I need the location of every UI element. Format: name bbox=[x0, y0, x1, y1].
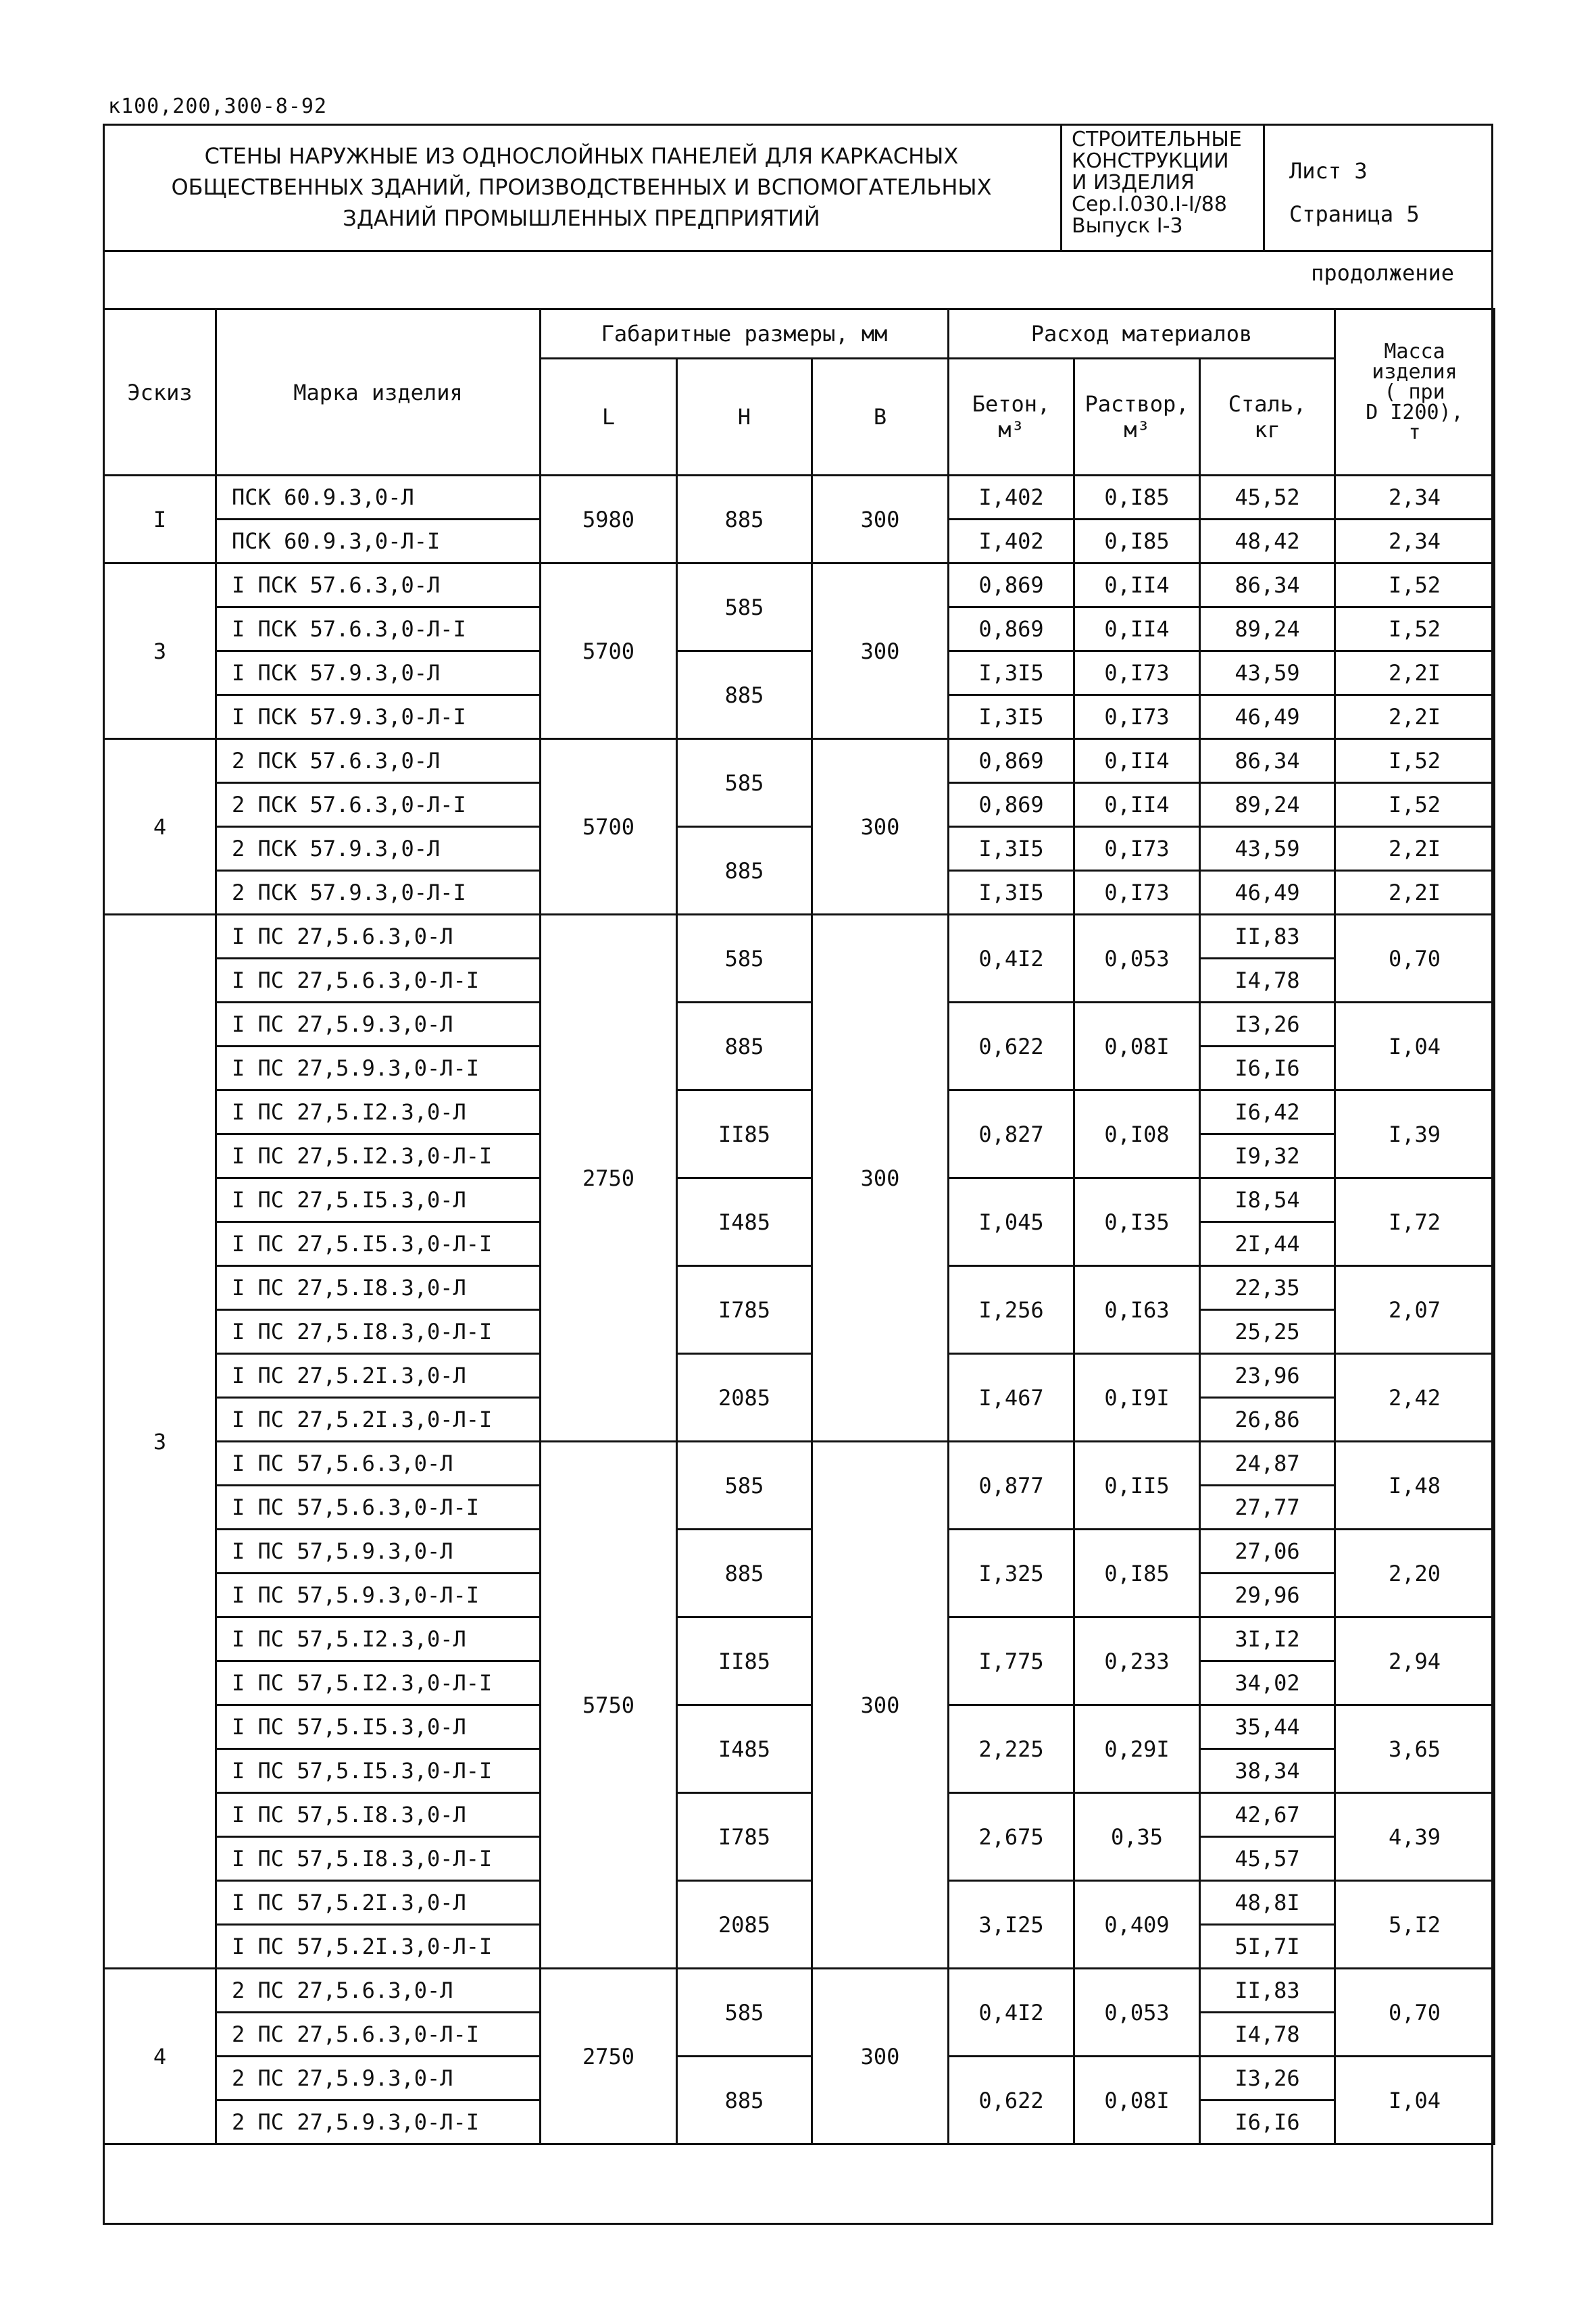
series-line: И ИЗДЕЛИЯ bbox=[1072, 171, 1195, 195]
L-cell: 2750 bbox=[541, 915, 677, 1442]
steel-cell: 42,67 bbox=[1200, 1793, 1335, 1837]
mark-cell: I ПСК 57.6.3,0-Л-I bbox=[216, 607, 541, 651]
mark-cell: I ПС 27,5.9.3,0-Л-I bbox=[216, 1047, 541, 1090]
col-concrete-header bbox=[949, 359, 1074, 476]
steel-cell: I4,78 bbox=[1200, 2013, 1335, 2057]
table-row bbox=[104, 1266, 1495, 1310]
mortar-cell: 0,II4 bbox=[1074, 739, 1200, 783]
col-mass-header bbox=[1335, 309, 1495, 476]
mortar-cell: 0,II4 bbox=[1074, 783, 1200, 827]
mark-cell: 2 ПС 27,5.6.3,0-Л-I bbox=[216, 2013, 541, 2057]
mass-cell: I,52 bbox=[1335, 607, 1495, 651]
table-row bbox=[104, 1617, 1495, 1661]
B-cell: 300 bbox=[812, 563, 949, 739]
series-line: КОНСТРУКЦИИ bbox=[1072, 149, 1229, 173]
continuation-label: продолжение bbox=[1311, 260, 1454, 286]
mark-cell: I ПС 57,5.I5.3,0-Л bbox=[216, 1705, 541, 1749]
mass-cell: 2,2I bbox=[1335, 695, 1495, 739]
concrete-unit: м³ bbox=[998, 417, 1024, 443]
L-cell: 5750 bbox=[541, 1442, 677, 1969]
series-line: СТРОИТЕЛЬНЫЕ bbox=[1072, 128, 1242, 151]
mark-cell: I ПС 27,5.2I.3,0-Л-I bbox=[216, 1398, 541, 1442]
table-row bbox=[104, 1003, 1495, 1047]
B-cell: 300 bbox=[812, 739, 949, 915]
series-info bbox=[1062, 124, 1265, 250]
H-cell: 885 bbox=[677, 1530, 812, 1617]
B-cell: 300 bbox=[812, 1442, 949, 1969]
H-cell: 885 bbox=[677, 1003, 812, 1090]
col-B-header: B bbox=[812, 359, 949, 476]
mark-cell: I ПС 27,5.I5.3,0-Л-I bbox=[216, 1222, 541, 1266]
H-cell: I785 bbox=[677, 1266, 812, 1354]
mark-cell: ПСК 60.9.3,0-Л bbox=[216, 476, 541, 520]
concrete-cell: 0,869 bbox=[949, 783, 1074, 827]
mass-cell: I,52 bbox=[1335, 783, 1495, 827]
table-row bbox=[104, 2057, 1495, 2101]
mark-cell: 2 ПСК 57.6.3,0-Л-I bbox=[216, 783, 541, 827]
mass-cell: I,04 bbox=[1335, 1003, 1495, 1090]
mark-cell: I ПС 27,5.6.3,0-Л-I bbox=[216, 959, 541, 1003]
table-row bbox=[104, 1178, 1495, 1222]
mark-cell: I ПС 27,5.I8.3,0-Л-I bbox=[216, 1310, 541, 1354]
table-row bbox=[104, 1793, 1495, 1837]
steel-cell: 26,86 bbox=[1200, 1398, 1335, 1442]
mass-header-line: ( при bbox=[1384, 380, 1445, 404]
steel-cell: 43,59 bbox=[1200, 651, 1335, 695]
title-line: ЗДАНИЙ ПРОМЫШЛЕННЫХ ПРЕДПРИЯТИЙ bbox=[343, 205, 820, 231]
mortar-cell: 0,08I bbox=[1074, 1003, 1200, 1090]
mark-cell: I ПС 57,5.2I.3,0-Л-I bbox=[216, 1925, 541, 1969]
mark-cell: I ПС 27,5.I8.3,0-Л bbox=[216, 1266, 541, 1310]
concrete-cell: 0,4I2 bbox=[949, 915, 1074, 1003]
col-mark-header: Марка изделия bbox=[216, 309, 541, 476]
steel-cell: 2I,44 bbox=[1200, 1222, 1335, 1266]
mark-cell: 2 ПС 27,5.9.3,0-Л bbox=[216, 2057, 541, 2101]
mortar-cell: 0,I35 bbox=[1074, 1178, 1200, 1266]
concrete-cell: 0,4I2 bbox=[949, 1969, 1074, 2057]
steel-cell: 46,49 bbox=[1200, 871, 1335, 915]
mortar-cell: 0,I73 bbox=[1074, 651, 1200, 695]
steel-cell: I3,26 bbox=[1200, 2057, 1335, 2101]
table-row bbox=[104, 1530, 1495, 1574]
L-cell: 5700 bbox=[541, 739, 677, 915]
mass-cell: 2,42 bbox=[1335, 1354, 1495, 1442]
steel-cell: I4,78 bbox=[1200, 959, 1335, 1003]
table-row bbox=[104, 1705, 1495, 1749]
concrete-cell: 0,877 bbox=[949, 1442, 1074, 1530]
mortar-cell: 0,053 bbox=[1074, 915, 1200, 1003]
steel-cell: 23,96 bbox=[1200, 1354, 1335, 1398]
mortar-cell: 0,053 bbox=[1074, 1969, 1200, 2057]
steel-cell: 45,57 bbox=[1200, 1837, 1335, 1881]
mark-cell: ПСК 60.9.3,0-Л-I bbox=[216, 520, 541, 563]
title-block bbox=[103, 124, 1493, 252]
L-cell: 5700 bbox=[541, 563, 677, 739]
mark-cell: I ПСК 57.6.3,0-Л bbox=[216, 563, 541, 607]
mass-cell: 5,I2 bbox=[1335, 1881, 1495, 1969]
materials-table bbox=[103, 308, 1495, 2145]
H-cell: 885 bbox=[677, 2057, 812, 2144]
steel-label: Сталь, bbox=[1228, 391, 1307, 417]
steel-cell: 38,34 bbox=[1200, 1749, 1335, 1793]
H-cell: II85 bbox=[677, 1090, 812, 1178]
mark-cell: I ПС 57,5.9.3,0-Л-I bbox=[216, 1574, 541, 1617]
col-L-header: L bbox=[541, 359, 677, 476]
steel-cell: 22,35 bbox=[1200, 1266, 1335, 1310]
steel-cell: 3I,I2 bbox=[1200, 1617, 1335, 1661]
page-number: Страница 5 bbox=[1289, 201, 1420, 227]
steel-cell: 43,59 bbox=[1200, 827, 1335, 871]
concrete-cell: 0,869 bbox=[949, 607, 1074, 651]
mass-cell: 2,20 bbox=[1335, 1530, 1495, 1617]
mark-cell: 2 ПС 27,5.9.3,0-Л-I bbox=[216, 2101, 541, 2144]
mortar-cell: 0,29I bbox=[1074, 1705, 1200, 1793]
mark-cell: 2 ПСК 57.9.3,0-Л-I bbox=[216, 871, 541, 915]
mark-cell: 2 ПСК 57.6.3,0-Л bbox=[216, 739, 541, 783]
mass-cell: 2,2I bbox=[1335, 871, 1495, 915]
mass-header-line: т bbox=[1408, 420, 1421, 445]
mortar-cell: 0,I85 bbox=[1074, 520, 1200, 563]
mortar-cell: 0,I73 bbox=[1074, 871, 1200, 915]
concrete-cell: I,256 bbox=[949, 1266, 1074, 1354]
concrete-cell: I,775 bbox=[949, 1617, 1074, 1705]
title-line: ОБЩЕСТВЕННЫХ ЗДАНИЙ, ПРОИЗВОДСТВЕННЫХ И ВСПОМОГАТЕЛЬНЫХ bbox=[171, 174, 992, 200]
mortar-label: Раствор, bbox=[1084, 391, 1189, 417]
steel-cell: 27,77 bbox=[1200, 1486, 1335, 1530]
H-cell: 885 bbox=[677, 651, 812, 739]
steel-cell: I6,42 bbox=[1200, 1090, 1335, 1134]
mortar-cell: 0,35 bbox=[1074, 1793, 1200, 1881]
concrete-cell: 0,622 bbox=[949, 2057, 1074, 2144]
mark-cell: I ПС 57,5.2I.3,0-Л bbox=[216, 1881, 541, 1925]
mortar-cell: 0,08I bbox=[1074, 2057, 1200, 2144]
steel-cell: 35,44 bbox=[1200, 1705, 1335, 1749]
H-cell: I485 bbox=[677, 1705, 812, 1793]
table-row bbox=[104, 563, 1495, 607]
mark-cell: I ПС 57,5.9.3,0-Л bbox=[216, 1530, 541, 1574]
mass-cell: 2,2I bbox=[1335, 827, 1495, 871]
table-row bbox=[104, 1969, 1495, 2013]
sketch-cell: 4 bbox=[104, 739, 216, 915]
sketch-cell: 3 bbox=[104, 915, 216, 1969]
concrete-cell: 3,I25 bbox=[949, 1881, 1074, 1969]
mortar-cell: 0,233 bbox=[1074, 1617, 1200, 1705]
H-cell: 885 bbox=[677, 476, 812, 563]
table-row bbox=[104, 1090, 1495, 1134]
title-line: СТЕНЫ НАРУЖНЫЕ ИЗ ОДНОСЛОЙНЫХ ПАНЕЛЕЙ ДЛЯ КАРКАСНЫХ bbox=[204, 143, 959, 169]
mass-cell: I,39 bbox=[1335, 1090, 1495, 1178]
steel-cell: I9,32 bbox=[1200, 1134, 1335, 1178]
L-cell: 5980 bbox=[541, 476, 677, 563]
table-body bbox=[104, 476, 1495, 2144]
mass-cell: 3,65 bbox=[1335, 1705, 1495, 1793]
steel-unit: кг bbox=[1254, 417, 1280, 443]
steel-cell: 86,34 bbox=[1200, 739, 1335, 783]
mass-cell: 2,34 bbox=[1335, 520, 1495, 563]
table-row bbox=[104, 915, 1495, 959]
mark-cell: I ПС 27,5.6.3,0-Л bbox=[216, 915, 541, 959]
mark-cell: 2 ПСК 57.9.3,0-Л bbox=[216, 827, 541, 871]
mass-cell: 2,07 bbox=[1335, 1266, 1495, 1354]
B-cell: 300 bbox=[812, 1969, 949, 2144]
mortar-cell: 0,II4 bbox=[1074, 563, 1200, 607]
steel-cell: I6,I6 bbox=[1200, 1047, 1335, 1090]
mass-cell: 2,2I bbox=[1335, 651, 1495, 695]
mark-cell: I ПС 57,5.6.3,0-Л-I bbox=[216, 1486, 541, 1530]
steel-cell: 24,87 bbox=[1200, 1442, 1335, 1486]
concrete-cell: 0,869 bbox=[949, 739, 1074, 783]
mortar-unit: м³ bbox=[1124, 417, 1150, 443]
col-mortar-header bbox=[1074, 359, 1200, 476]
H-cell: I485 bbox=[677, 1178, 812, 1266]
mortar-cell: 0,I85 bbox=[1074, 1530, 1200, 1617]
mark-cell: I ПСК 57.9.3,0-Л bbox=[216, 651, 541, 695]
mark-cell: I ПС 57,5.I2.3,0-Л-I bbox=[216, 1661, 541, 1705]
H-cell: 585 bbox=[677, 1969, 812, 2057]
steel-cell: 48,8I bbox=[1200, 1881, 1335, 1925]
H-cell: 2085 bbox=[677, 1881, 812, 1969]
mass-cell: I,48 bbox=[1335, 1442, 1495, 1530]
concrete-cell: I,325 bbox=[949, 1530, 1074, 1617]
mass-cell: 2,34 bbox=[1335, 476, 1495, 520]
concrete-cell: I,402 bbox=[949, 476, 1074, 520]
document-code: к100,200,300-8-92 bbox=[108, 95, 328, 118]
mass-header-line: Масса bbox=[1384, 339, 1445, 363]
concrete-cell: 0,622 bbox=[949, 1003, 1074, 1090]
mass-cell: I,04 bbox=[1335, 2057, 1495, 2144]
mark-cell: I ПС 57,5.I8.3,0-Л bbox=[216, 1793, 541, 1837]
mass-cell: 2,94 bbox=[1335, 1617, 1495, 1705]
H-cell: 585 bbox=[677, 563, 812, 651]
mark-cell: 2 ПС 27,5.6.3,0-Л bbox=[216, 1969, 541, 2013]
steel-cell: 89,24 bbox=[1200, 607, 1335, 651]
steel-cell: I8,54 bbox=[1200, 1178, 1335, 1222]
col-dims-group-header: Габаритные размеры, мм bbox=[541, 309, 949, 359]
table-row bbox=[104, 1881, 1495, 1925]
mark-cell: I ПС 57,5.I8.3,0-Л-I bbox=[216, 1837, 541, 1881]
mortar-cell: 0,II4 bbox=[1074, 607, 1200, 651]
series-line: Выпуск I-3 bbox=[1072, 214, 1183, 238]
mark-cell: I ПС 27,5.I5.3,0-Л bbox=[216, 1178, 541, 1222]
concrete-cell: I,3I5 bbox=[949, 695, 1074, 739]
concrete-label: Бетон, bbox=[972, 391, 1051, 417]
mortar-cell: 0,I63 bbox=[1074, 1266, 1200, 1354]
document-title bbox=[103, 124, 1062, 250]
series-line: Сер.I.030.I-I/88 bbox=[1072, 193, 1227, 216]
mortar-cell: 0,I73 bbox=[1074, 827, 1200, 871]
steel-cell: 34,02 bbox=[1200, 1661, 1335, 1705]
sheet-number: Лист 3 bbox=[1289, 158, 1368, 184]
steel-cell: II,83 bbox=[1200, 1969, 1335, 2013]
steel-cell: 86,34 bbox=[1200, 563, 1335, 607]
steel-cell: 46,49 bbox=[1200, 695, 1335, 739]
mortar-cell: 0,I08 bbox=[1074, 1090, 1200, 1178]
mass-cell: I,52 bbox=[1335, 563, 1495, 607]
mass-cell: I,72 bbox=[1335, 1178, 1495, 1266]
mortar-cell: 0,II5 bbox=[1074, 1442, 1200, 1530]
concrete-cell: 2,225 bbox=[949, 1705, 1074, 1793]
col-H-header: H bbox=[677, 359, 812, 476]
L-cell: 2750 bbox=[541, 1969, 677, 2144]
concrete-cell: 2,675 bbox=[949, 1793, 1074, 1881]
sheet-info bbox=[1265, 124, 1493, 250]
H-cell: I785 bbox=[677, 1793, 812, 1881]
H-cell: 585 bbox=[677, 739, 812, 827]
mortar-cell: 0,I85 bbox=[1074, 476, 1200, 520]
steel-cell: 89,24 bbox=[1200, 783, 1335, 827]
H-cell: II85 bbox=[677, 1617, 812, 1705]
concrete-cell: 0,869 bbox=[949, 563, 1074, 607]
H-cell: 2085 bbox=[677, 1354, 812, 1442]
steel-cell: 29,96 bbox=[1200, 1574, 1335, 1617]
mark-cell: I ПС 57,5.6.3,0-Л bbox=[216, 1442, 541, 1486]
sketch-cell: 4 bbox=[104, 1969, 216, 2144]
steel-cell: II,83 bbox=[1200, 915, 1335, 959]
mass-header-line: изделия bbox=[1372, 359, 1457, 384]
concrete-cell: I,3I5 bbox=[949, 827, 1074, 871]
table-row bbox=[104, 827, 1495, 871]
steel-cell: 48,42 bbox=[1200, 520, 1335, 563]
concrete-cell: I,3I5 bbox=[949, 651, 1074, 695]
mark-cell: I ПСК 57.9.3,0-Л-I bbox=[216, 695, 541, 739]
steel-cell: I6,I6 bbox=[1200, 2101, 1335, 2144]
H-cell: 885 bbox=[677, 827, 812, 915]
table-row bbox=[104, 651, 1495, 695]
concrete-cell: I,045 bbox=[949, 1178, 1074, 1266]
mass-cell: 4,39 bbox=[1335, 1793, 1495, 1881]
mortar-cell: 0,I9I bbox=[1074, 1354, 1200, 1442]
mortar-cell: 0,I73 bbox=[1074, 695, 1200, 739]
sketch-cell: 3 bbox=[104, 563, 216, 739]
concrete-cell: 0,827 bbox=[949, 1090, 1074, 1178]
H-cell: 585 bbox=[677, 1442, 812, 1530]
table-row bbox=[104, 739, 1495, 783]
steel-cell: 25,25 bbox=[1200, 1310, 1335, 1354]
table-row bbox=[104, 1354, 1495, 1398]
mark-cell: I ПС 57,5.I5.3,0-Л-I bbox=[216, 1749, 541, 1793]
table-row bbox=[104, 1442, 1495, 1486]
col-sketch-header: Эскиз bbox=[104, 309, 216, 476]
steel-cell: 27,06 bbox=[1200, 1530, 1335, 1574]
concrete-cell: I,467 bbox=[949, 1354, 1074, 1442]
steel-cell: I3,26 bbox=[1200, 1003, 1335, 1047]
sketch-cell: I bbox=[104, 476, 216, 563]
B-cell: 300 bbox=[812, 476, 949, 563]
mass-cell: 0,70 bbox=[1335, 915, 1495, 1003]
steel-cell: 45,52 bbox=[1200, 476, 1335, 520]
mortar-cell: 0,409 bbox=[1074, 1881, 1200, 1969]
mark-cell: I ПС 57,5.I2.3,0-Л bbox=[216, 1617, 541, 1661]
mark-cell: I ПС 27,5.2I.3,0-Л bbox=[216, 1354, 541, 1398]
mark-cell: I ПС 27,5.9.3,0-Л bbox=[216, 1003, 541, 1047]
mass-cell: 0,70 bbox=[1335, 1969, 1495, 2057]
mass-header-line: D I200), bbox=[1366, 400, 1464, 424]
mark-cell: I ПС 27,5.I2.3,0-Л bbox=[216, 1090, 541, 1134]
concrete-cell: I,3I5 bbox=[949, 871, 1074, 915]
mark-cell: I ПС 27,5.I2.3,0-Л-I bbox=[216, 1134, 541, 1178]
B-cell: 300 bbox=[812, 915, 949, 1442]
mass-cell: I,52 bbox=[1335, 739, 1495, 783]
table-row bbox=[104, 476, 1495, 520]
col-steel-header bbox=[1200, 359, 1335, 476]
H-cell: 585 bbox=[677, 915, 812, 1003]
steel-cell: 5I,7I bbox=[1200, 1925, 1335, 1969]
concrete-cell: I,402 bbox=[949, 520, 1074, 563]
col-materials-group-header: Расход материалов bbox=[949, 309, 1335, 359]
